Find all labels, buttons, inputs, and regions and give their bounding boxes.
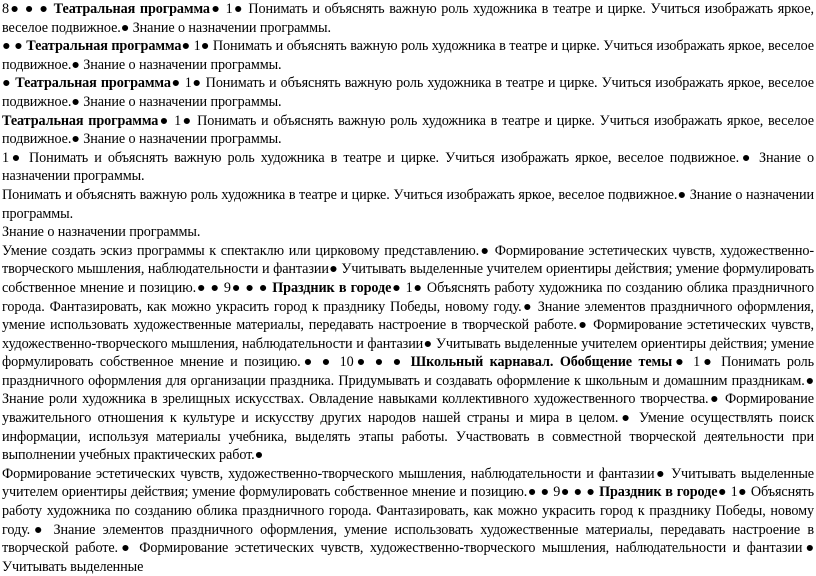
text-run: ● 1● Понимать и объяснять важную роль художника в театре и цирке. Учиться изображать яркое, веселое подвижное.● Знание о назначении программы. (2, 38, 814, 73)
section-title: Праздник в городе (272, 279, 392, 296)
text-run: ● 1● Понимать и объяснять важную роль художника в театре и цирке. Учиться изображать яркое, веселое подвижное.● Знание о назначении программы. (2, 112, 815, 148)
text-run: ● 1● Объяснять работу художника по созданию облика праздничного города. Фантазировать, как можно украсить город к празднику Победы, новому году.● Знание элементов праздничного оформления, умение использовать художественные материалы, передавать настроение в творческой работе.● Формирование эстетических чувств, художественно-творческого мышления, наблюдательности и фантазии● Учитывать выделенные учителем ориентиры действия; умение формулировать собственное мнение и позицию.● ● 10● ● ● (2, 279, 814, 371)
section-title: Театральная программа (2, 112, 159, 129)
text-run: 8● ● ● (2, 1, 54, 17)
paragraph-5 (2, 149, 814, 186)
section-title: Праздник в городе (599, 484, 718, 501)
text-run: ● 1● Понимать и объяснять важную роль художника в театре и цирке. Учиться изображать яркое, веселое подвижное.● Знание о назначении программы. (2, 75, 814, 110)
text-run: ● ● (2, 38, 27, 55)
text-run: Умение создать эскиз программы к спектаклю или цирковому представлению.● Формирование эстетических чувств, художественно-творческого мышления, наблюдательности и фантазии● Учитывать выделенные учителем ориентиры действия; умение формулировать собственное мнение и позицию.● ● 9● ● ● (2, 242, 814, 296)
paragraph-6 (2, 186, 814, 223)
section-title: Театральная программа (26, 38, 182, 55)
text-run: ● 1● Объяснять работу художника по созданию облика праздничного города. Фантазировать, как можно украсить город к празднику Победы, новому году.● Знание элементов праздничного оформления, умение использовать художественные материалы, передавать настроение в творческой работе.● Формирование эстетических чувств, художественно-творческого мышления, наблюдательности и фантазии● Учитывать выделенные (2, 484, 814, 575)
section-title: Театральная программа (15, 75, 171, 92)
section-title: Школьный карнавал. Обобщение темы (410, 354, 673, 371)
text-run: Формирование эстетических чувств, художественно-творческого мышления, наблюдательности и фантазии● Учитывать выделенные учителем ориентиры действия; умение формулировать собственное мнение и позицию.● ● 9● ● ● (2, 465, 814, 501)
text-run: ● 1● Понимать и объяснять важную роль художника в театре и цирке. Учиться изображать яркое, веселое подвижное.● Знание о назначении программы. (2, 1, 814, 36)
paragraph-4 (2, 112, 814, 149)
text-run: ● (2, 75, 16, 92)
paragraph-7 (2, 223, 814, 242)
text-run: 1● Понимать и объяснять важную роль художника в театре и цирке. Учиться изображать яркое, веселое подвижное.● Знание о назначении программы. (2, 149, 814, 185)
paragraph-9 (2, 465, 814, 576)
text-run: Знание о назначении программы. (2, 224, 201, 241)
paragraph-3 (2, 74, 814, 111)
paragraph-2 (2, 37, 814, 74)
text-run: Понимать и объяснять важную роль художника в театре и цирке. Учиться изображать яркое, веселое подвижное.● Знание о назначении программы. (2, 186, 814, 222)
section-title: Театральная программа (53, 1, 210, 17)
paragraph-8 (2, 242, 814, 465)
paragraph-1 (2, 0, 814, 37)
text-run: ● 1● Понимать роль праздничного оформления для организации праздника. Придумывать и создавать оформление к школьным и домашним праздникам.● Знание роли художника в зрелищных искусствах. Овладение навыками коллективного художественного творчества.● Формирование уважительного отношения к культуре и искусству других народов нашей страны и мира в целом.● Умение осуществлять поиск информации, используя материалы учебника, выделять этапы работы. Участвовать в совместной творческой деятельности при выполнении учебных практических работ.● (2, 354, 815, 464)
